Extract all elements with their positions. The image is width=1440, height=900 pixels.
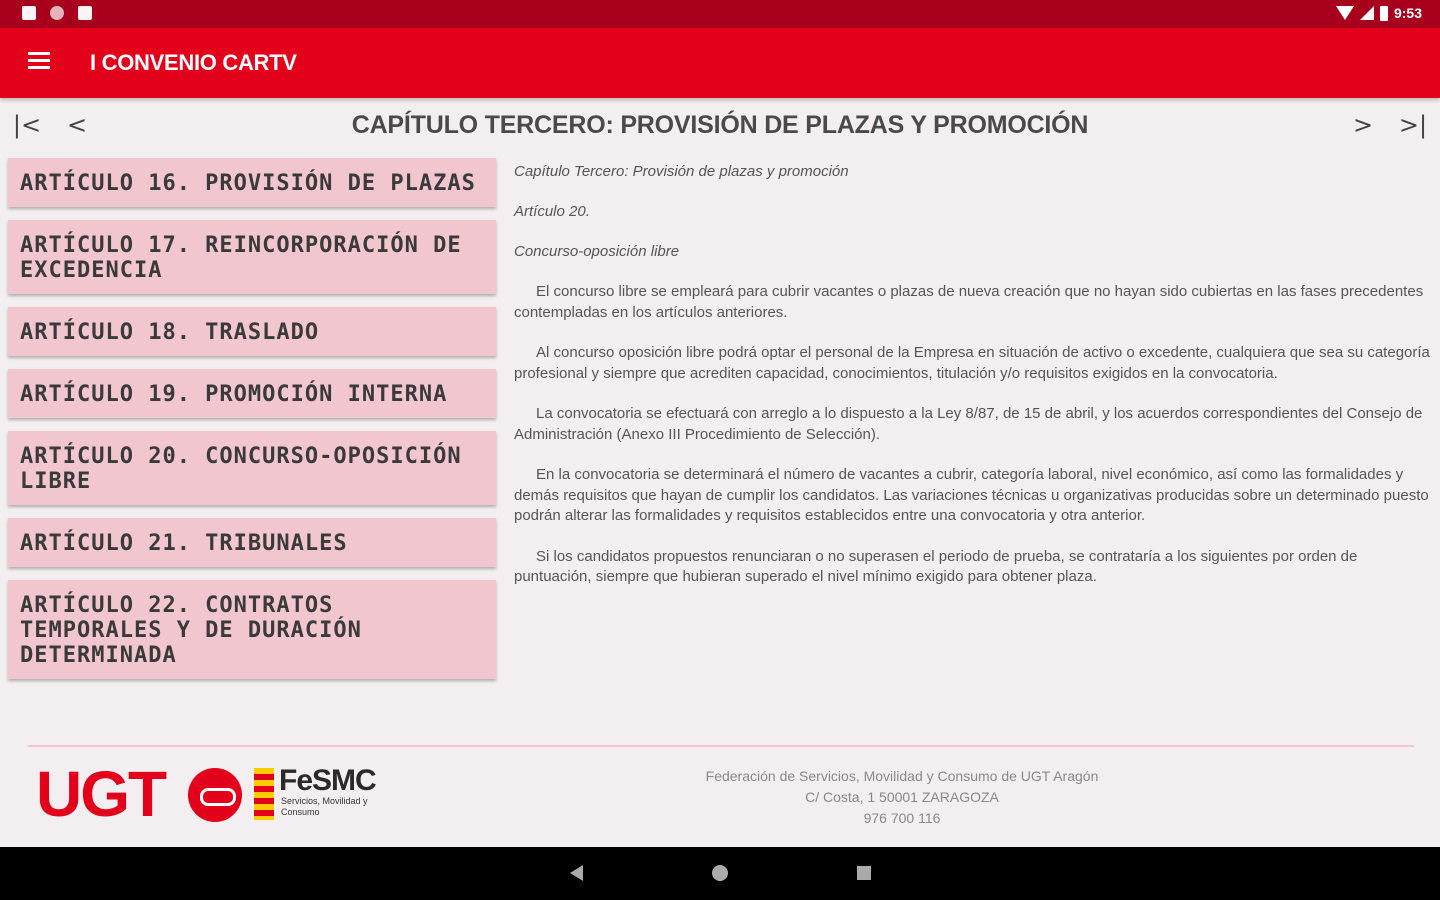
- notification-icon: [22, 6, 36, 20]
- article-list: [8, 158, 496, 692]
- first-chapter-icon[interactable]: |<: [12, 111, 42, 139]
- article-item-22[interactable]: [8, 580, 496, 679]
- circle-icon: [50, 6, 64, 20]
- article-label: ARTÍCULO 21. TRIBUNALES: [20, 531, 348, 556]
- recents-icon[interactable]: [857, 866, 871, 880]
- phone-number: 976 700 116: [863, 810, 941, 826]
- home-icon[interactable]: [712, 865, 728, 881]
- system-nav-bar: [0, 847, 1440, 900]
- menu-icon[interactable]: [28, 52, 54, 74]
- fesmc-logo-subtitle: Servicios, Movilidad y Consumo: [281, 796, 368, 817]
- ugt-logo: UGT: [36, 758, 166, 830]
- battery-icon: [1380, 6, 1388, 21]
- last-chapter-icon[interactable]: >|: [1398, 111, 1428, 139]
- status-bar-system: [1336, 5, 1422, 21]
- back-icon[interactable]: [570, 865, 583, 881]
- sd-card-icon: [78, 6, 92, 20]
- signal-icon: [1360, 6, 1374, 20]
- app-bar: [0, 28, 1440, 98]
- footer-divider: [28, 745, 1414, 747]
- article-label: ARTÍCULO 19. PROMOCIÓN INTERNA: [20, 382, 448, 407]
- status-bar: [0, 0, 1440, 28]
- chapter-title: CAPÍTULO TERCERO: PROVISIÓN DE PLAZAS Y PROMOCIÓN: [351, 111, 1089, 139]
- paragraph: En la convocatoria se determinará el número de vacantes a cubrir, categoría laboral, nivel económico, así como las formalidades y demás requisitos que hayan de cumplir los candidatos. Las variaciones técnicas u organizativas producidas sobre un determinado puesto podrán alterar las formalidades y requisitos establecidos entre una convocatoria y otra anterior.: [514, 466, 1429, 524]
- chapter-heading: Capítulo Tercero: Provisión de plazas y promoción: [514, 163, 849, 180]
- article-item-19[interactable]: [8, 369, 496, 418]
- paragraph: El concurso libre se empleará para cubrir vacantes o plazas de nueva creación que no hayan sido cubiertas en las fases precedentes contempladas en los artículos anteriores.: [514, 283, 1424, 321]
- chapter-nav: [0, 98, 1440, 154]
- prev-chapter-icon[interactable]: <: [66, 111, 88, 139]
- status-bar-notifications: [22, 6, 92, 20]
- wifi-icon: [1336, 6, 1354, 20]
- fesmc-logo: FeSMC: [279, 764, 376, 797]
- article-subtitle: Concurso-oposición libre: [514, 243, 680, 260]
- article-label: ARTÍCULO 22. CONTRATOS TEMPORALES Y DE DURACIÓN DETERMINADA: [20, 593, 362, 668]
- footer-address: [600, 766, 1204, 829]
- app-title: I CONVENIO CARTV: [90, 50, 297, 75]
- article-heading: Artículo 20.: [514, 203, 590, 220]
- article-item-17[interactable]: [8, 220, 496, 294]
- aragon-flag-icon: [254, 768, 274, 820]
- address-line: C/ Costa, 1 50001 ZARAGOZA: [805, 789, 999, 805]
- paragraph: Al concurso oposición libre podrá optar el personal de la Empresa en situación de activo o excedente, cualquiera que sea su categoría profesional y siempre que acrediten capacidad, conocimientos, titulación y/o requisitos exigidos en la convocatoria.: [514, 344, 1430, 382]
- handshake-logo-icon: [188, 768, 242, 822]
- address-line: Federación de Servicios, Movilidad y Consumo de UGT Aragón: [705, 768, 1099, 784]
- article-label: ARTÍCULO 16. PROVISIÓN DE PLAZAS: [20, 171, 476, 196]
- article-label: ARTÍCULO 20. CONCURSO-OPOSICIÓN LIBRE: [20, 444, 462, 494]
- article-item-20[interactable]: [8, 431, 496, 505]
- paragraph: Si los candidatos propuestos renunciaran o no superasen el periodo de prueba, se contrataría a los siguientes por orden de puntuación, siempre que hubieran superado el nivel mínimo exigido para obtener plaza.: [514, 547, 1358, 585]
- article-label: ARTÍCULO 17. REINCORPORACIÓN DE EXCEDENCIA: [20, 233, 462, 283]
- paragraph: La convocatoria se efectuará con arreglo a lo dispuesto a la Ley 8/87, de 15 de abril, y los acuerdos correspondientes del Consejo de Administración (Anexo III Procedimiento de Selección).: [514, 405, 1423, 443]
- next-chapter-icon[interactable]: >: [1352, 111, 1374, 139]
- article-item-18[interactable]: [8, 307, 496, 356]
- clock: 9:53: [1393, 5, 1422, 21]
- article-content: [514, 162, 1432, 608]
- article-item-21[interactable]: [8, 518, 496, 567]
- article-label: ARTÍCULO 18. TRASLADO: [20, 320, 320, 345]
- article-item-16[interactable]: [8, 158, 496, 207]
